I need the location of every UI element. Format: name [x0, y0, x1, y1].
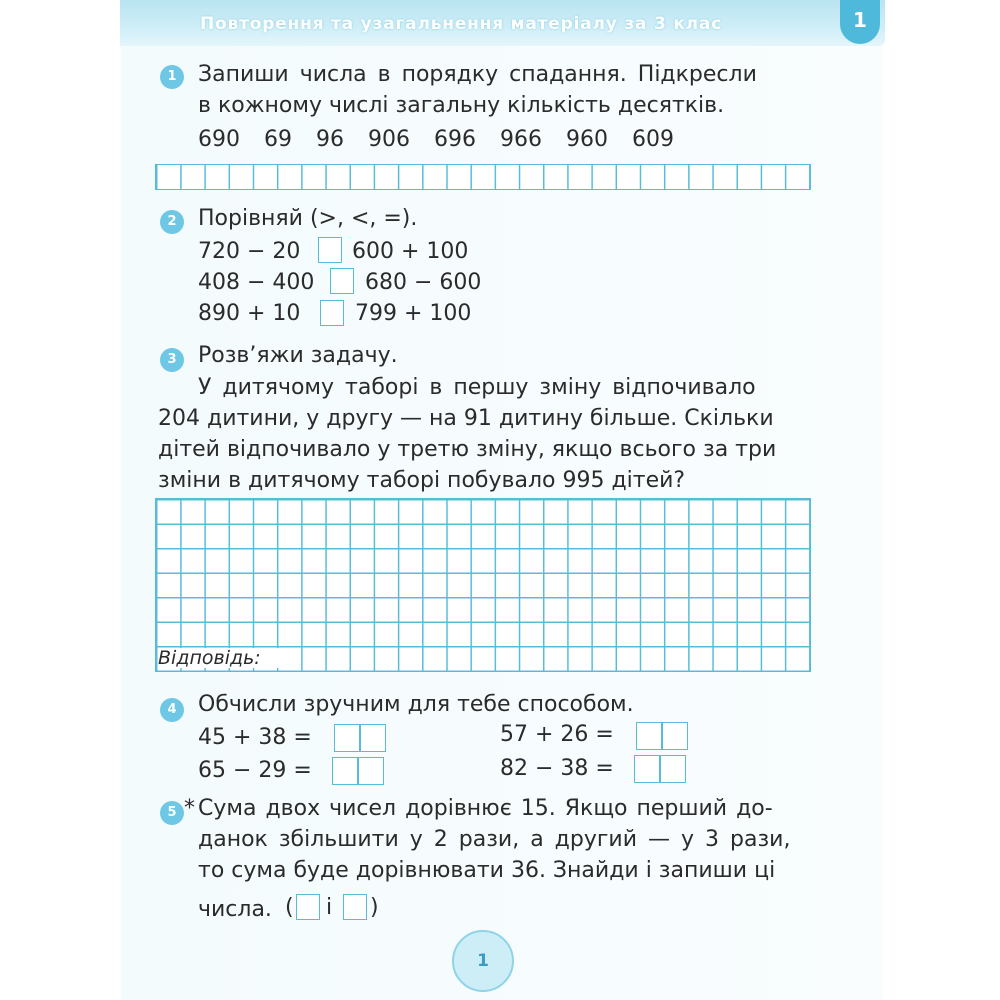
task-3-line-4: зміни в дитячому таборі побувало 995 дітей? [158, 468, 686, 493]
task-5-badge: 5 [160, 801, 184, 825]
solution-grid[interactable] [155, 498, 811, 672]
number-69: 69 [264, 127, 292, 152]
compare-2-right: 680 − 600 [365, 270, 482, 295]
page-number: 1 [452, 930, 514, 992]
number-906: 906 [368, 127, 410, 152]
open-paren: ( [285, 895, 294, 920]
number-96: 96 [316, 127, 344, 152]
task-3-badge: 3 [160, 348, 184, 372]
task-1-badge: 1 [160, 65, 184, 89]
task-4-title: Обчисли зручним для тебе способом. [198, 692, 634, 717]
expr-57-26: 57 + 26 = [500, 722, 614, 747]
close-paren: ) [370, 895, 379, 920]
task-5-line-4: числа. [198, 897, 272, 922]
compare-2-left: 408 − 400 [198, 270, 315, 295]
task-3-line-2: 204 дитини, у другу — на 91 дитину більше. Скільки [158, 406, 774, 431]
expr-65-29-answer[interactable] [332, 757, 384, 785]
task-5-star: * [184, 796, 195, 821]
expr-45-38: 45 + 38 = [198, 725, 312, 750]
task-1-line-1: Запиши числа в порядку спадання. Підкресли [198, 62, 757, 87]
compare-2-box[interactable] [330, 268, 354, 294]
task-1-line-2: в кожному числі загальну кількість десятків. [198, 93, 725, 118]
corner-tab: 1 [840, 0, 880, 44]
task-2-badge: 2 [160, 210, 184, 234]
number-966: 966 [500, 127, 542, 152]
compare-3-box[interactable] [320, 300, 344, 326]
compare-1-box[interactable] [318, 237, 342, 263]
number-609: 609 [632, 127, 674, 152]
header-title: Повторення та узагальнення матеріалу за 3 клас [200, 14, 723, 34]
number-2-box[interactable] [343, 894, 367, 920]
task-3-line-1: У дитячому таборі в першу зміну відпочивало [198, 375, 756, 400]
expr-82-38-answer[interactable] [634, 755, 686, 783]
expr-82-38: 82 − 38 = [500, 756, 614, 781]
answer-label: Відповідь: [158, 648, 298, 668]
number-1-box[interactable] [296, 894, 320, 920]
answer-cell-strip[interactable] [155, 164, 811, 190]
number-960: 960 [566, 127, 608, 152]
and-word: і [326, 895, 333, 920]
task-4-badge: 4 [160, 698, 184, 722]
compare-1-left: 720 − 20 [198, 239, 301, 264]
task-3-title: Розв’яжи задачу. [198, 343, 398, 368]
expr-57-26-answer[interactable] [636, 722, 688, 750]
compare-3-left: 890 + 10 [198, 301, 301, 326]
compare-3-right: 799 + 100 [355, 301, 472, 326]
expr-45-38-answer[interactable] [334, 724, 386, 752]
task-5-line-1: Сума двох чисел дорівнює 15. Якщо перший до- [198, 796, 773, 821]
number-696: 696 [434, 127, 476, 152]
task-5-line-2: данок збільшити у 2 рази, а другий — у 3 рази, [198, 827, 791, 852]
compare-1-right: 600 + 100 [352, 239, 469, 264]
task-5-line-3: то сума буде дорівнювати 36. Знайди і запиши ці [198, 858, 776, 883]
expr-65-29: 65 − 29 = [198, 758, 312, 783]
task-2-title: Порівняй (>, <, =). [198, 206, 418, 231]
task-3-line-3: дітей відпочивало у третю зміну, якщо всього за три [158, 437, 777, 462]
number-690: 690 [198, 127, 240, 152]
